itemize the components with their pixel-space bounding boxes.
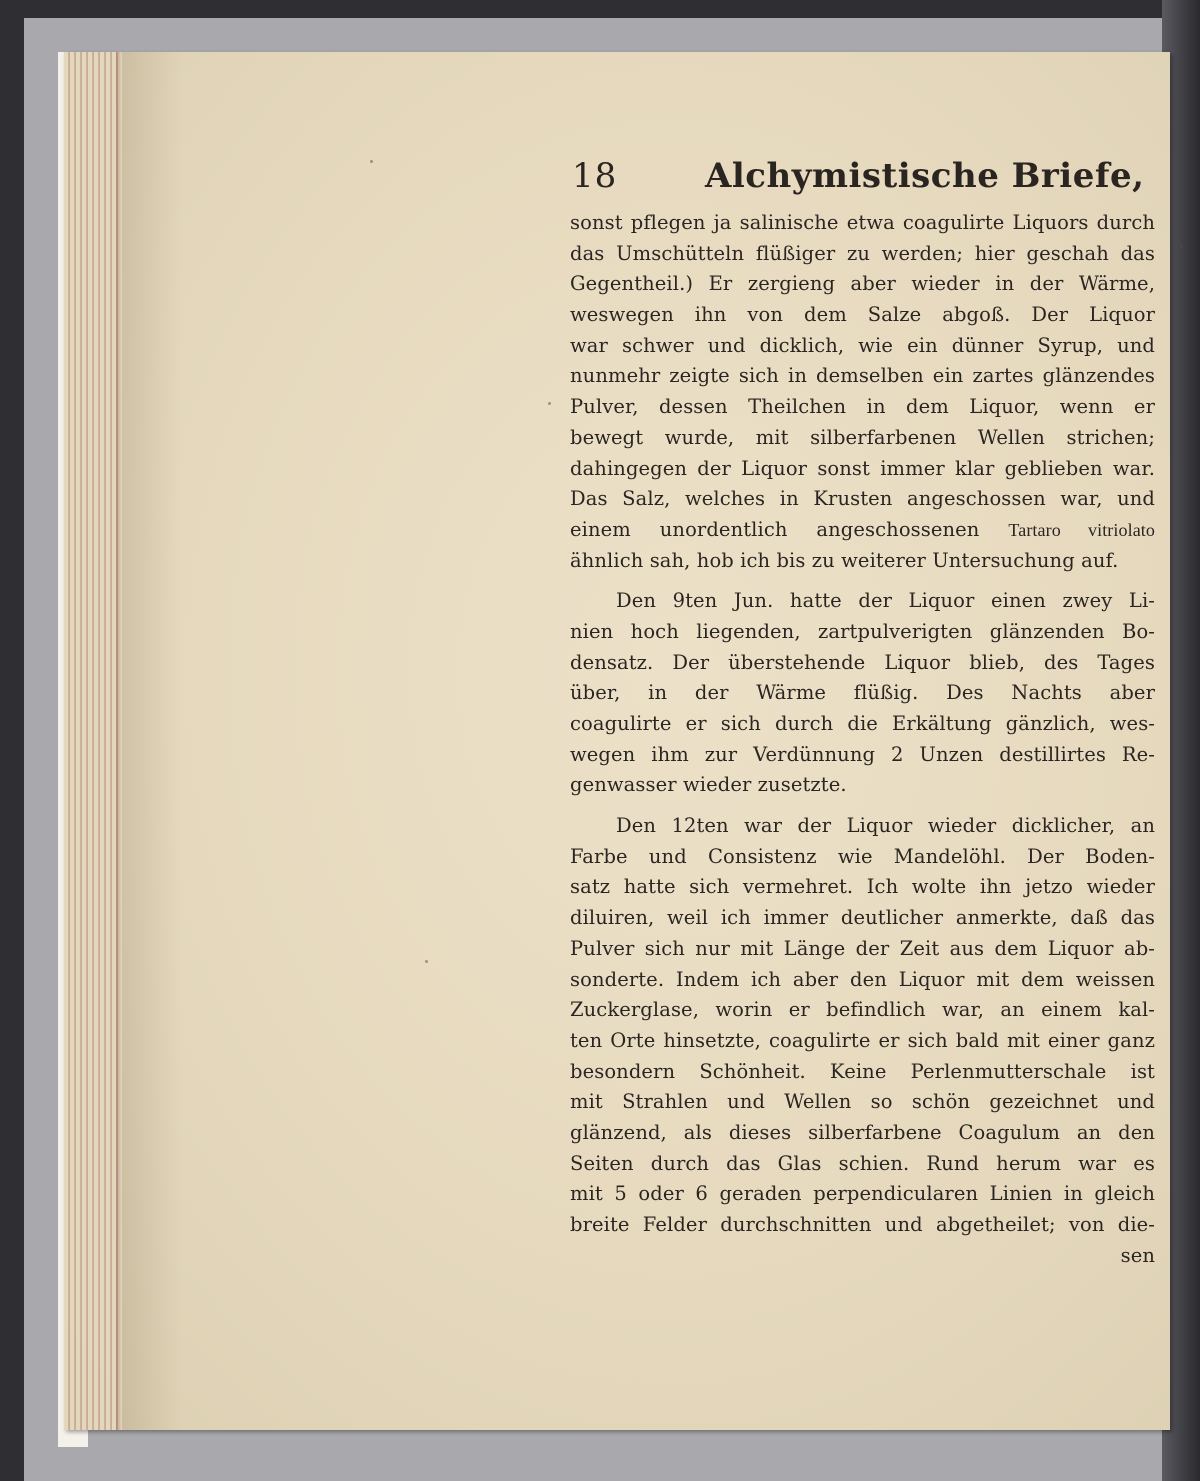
text-line: densatz. Der überstehende Liquor blieb, des Tages <box>570 650 1155 674</box>
paper-speck <box>1180 245 1183 248</box>
text-line: nien hoch liegenden, zartpulverigten glänzenden Bo- <box>570 619 1155 643</box>
text-line: bewegt wurde, mit silberfarbenen Wellen strichen; <box>570 425 1155 449</box>
text-line: Den 12ten war der Liquor wieder dicklicher, an <box>616 814 1155 838</box>
text-line: war schwer und dicklich, wie ein dünner Syrup, und <box>570 333 1155 357</box>
page-text <box>570 150 1155 1271</box>
text-line: Pulver, dessen Theilchen in dem Liquor, wenn er <box>570 395 1155 419</box>
text-line: ähnlich sah, hob ich bis zu weiterer Untersuchung auf. <box>570 548 1119 572</box>
text-line: Das Salz, welches in Krusten angeschossen war, und <box>570 487 1155 511</box>
paragraph <box>570 208 1155 576</box>
gutter-shadow <box>122 52 182 1430</box>
text-line: das Umschütteln flüßiger zu werden; hier geschah das <box>570 241 1155 265</box>
text-line: Gegentheil.) Er zergieng aber wieder in der Wärme, <box>570 272 1155 296</box>
text-line-part: einem unordentlich angeschossenen <box>570 517 980 541</box>
page-number: 18 <box>572 156 618 196</box>
text-line: glänzend, als dieses silberfarbene Coagulum an den <box>570 1120 1155 1144</box>
text-line: ten Orte hinsetzte, coagulirte er sich bald mit einer ganz <box>570 1028 1155 1052</box>
text-line: sonst pflegen ja salinische etwa coagulirte Liquors durch <box>570 211 1155 234</box>
paragraph <box>570 586 1155 801</box>
running-title: Alchymistische Briefe, <box>705 156 1145 196</box>
text-line: Zuckerglase, worin er befindlich war, an einem kal- <box>570 998 1155 1022</box>
text-line: genwasser wieder zusetzte. <box>570 773 847 797</box>
text-line: über, in der Wärme flüßig. Des Nachts aber <box>570 681 1155 705</box>
text-line: breite Felder durchschnitten und abgetheilet; von die- <box>570 1213 1155 1236</box>
text-line: Pulver sich nur mit Länge der Zeit aus dem Liquor ab- <box>570 936 1155 960</box>
latin-phrase: Tartaro vitriolato <box>1008 519 1155 540</box>
text-line: diluiren, weil ich immer deutlicher anmerkte, daß das <box>570 906 1155 930</box>
text-line: besondern Schönheit. Keine Perlenmutterschale ist <box>570 1059 1155 1083</box>
text-line: Den 9ten Jun. hatte der Liquor einen zwey Li- <box>616 589 1155 613</box>
text-line: coagulirte er sich durch die Erkältung gänzlich, wes- <box>570 712 1155 735</box>
page-edges <box>64 52 122 1430</box>
paper-speck <box>548 402 551 405</box>
text-line: weswegen ihn von dem Salze abgoß. Der Liquor <box>570 303 1155 327</box>
paragraph <box>570 811 1155 1271</box>
text-line: mit 5 oder 6 geraden perpendicularen Linien in gleich <box>570 1182 1155 1206</box>
paper-speck <box>425 960 428 963</box>
text-line: satz hatte sich vermehret. Ich wolte ihn jetzo wieder <box>570 875 1155 899</box>
catchword: sen <box>1120 1243 1155 1267</box>
text-line: nunmehr zeigte sich in demselben ein zartes glänzendes <box>570 364 1155 388</box>
text-line: Farbe und Consistenz wie Mandelöhl. Der Boden- <box>570 844 1155 868</box>
text-line: Seiten durch das Glas schien. Rund herum war es <box>570 1151 1155 1175</box>
text-line <box>570 515 1155 546</box>
text-line: sonderte. Indem ich aber den Liquor mit dem weissen <box>570 967 1155 991</box>
text-line: wegen ihm zur Verdünnung 2 Unzen destillirtes Re- <box>570 742 1155 766</box>
running-head <box>570 150 1155 208</box>
paper-speck <box>370 160 373 163</box>
text-line: dahingegen der Liquor sonst immer klar geblieben war. <box>570 456 1155 480</box>
text-line: mit Strahlen und Wellen so schön gezeichnet und <box>570 1090 1155 1114</box>
